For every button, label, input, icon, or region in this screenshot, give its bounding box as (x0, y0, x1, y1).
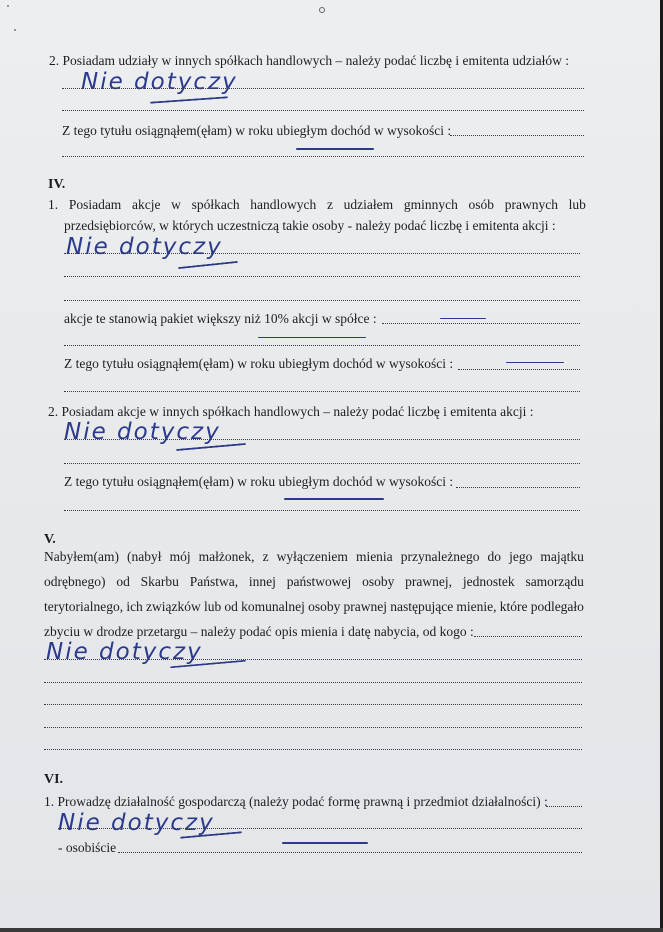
answer-dotted-line (62, 88, 584, 89)
section-vi-heading: VI. (44, 772, 64, 787)
income-dotted-line (456, 487, 580, 488)
answer-handwriting: Nie dotyczy (66, 234, 223, 260)
section-v-line2: odrębnego) od Skarbu Państwa, innej państwowej osoby prawnej, jednostek samorządu (44, 574, 584, 589)
answer-handwriting: Nie dotyczy (81, 69, 238, 95)
section-v-line4: zbyciu w drodze przetargu – należy podać opis mienia i datę nabycia, od kogo : (44, 624, 474, 639)
answer-dotted-line (64, 345, 580, 346)
section-v-line3: terytorialnego, ich związków lub od komunalnej osoby prawnej następujące mienie, które podlegało (44, 599, 584, 614)
section-iv-heading: IV. (48, 177, 66, 192)
section-v-line1: Nabyłem(am) (nabył mój małżonek, z wyłączeniem mienia przynależnego do jego majątku (44, 549, 584, 564)
answer-dotted-line (58, 828, 582, 829)
answer-dotted-line (64, 276, 580, 277)
section-iv-q2-text: 2. Posiadam akcje w innych spółkach handlowych – należy podać liczbę i emitenta akcji : (48, 404, 534, 419)
answer-dotted-line (118, 852, 582, 853)
osobiscie-label: - osobiście (58, 840, 117, 855)
page-mark (319, 7, 325, 13)
pakiet-label: akcje te stanowią pakiet większy niż 10% akcji w spółce : (64, 311, 377, 326)
answer-dotted-line (64, 510, 580, 511)
section-vi-q1-text: 1. Prowadzę działalność gospodarczą (należy podać formę prawną i przedmiot działalności) : (44, 794, 548, 809)
answer-dotted-line (62, 156, 584, 157)
answer-dotted-line (64, 439, 580, 440)
answer-dotted-line (64, 391, 580, 392)
answer-dotted-line (44, 682, 582, 683)
section-v-heading: V. (44, 532, 56, 547)
handwritten-dash (258, 337, 366, 338)
handwritten-underline (150, 96, 228, 103)
answer-dotted-line (64, 300, 580, 301)
answer-dotted-line (44, 727, 582, 728)
answer-handwriting: Nie dotyczy (64, 419, 221, 445)
income-label: Z tego tytułu osiągnąłem(ęłam) w roku ubiegłym dochód w wysokości : (64, 474, 454, 489)
answer-dotted-line (44, 749, 582, 750)
income-label: Z tego tytułu osiągnąłem(ęłam) w roku ubiegłym dochód w wysokości : (64, 356, 454, 371)
income-label: Z tego tytułu osiągnąłem(ęłam) w roku ubiegłym dochód w wysokości : (62, 123, 452, 138)
answer-dotted-line (64, 463, 580, 464)
handwritten-underline (178, 261, 238, 269)
handwritten-dash (282, 842, 368, 844)
handwritten-dash (296, 148, 374, 150)
answer-dotted-line (62, 110, 584, 111)
handwritten-dash (284, 498, 384, 500)
answer-handwriting: Nie dotyczy (58, 810, 215, 836)
handwritten-dash (440, 318, 486, 319)
scan-speck (7, 5, 9, 7)
shares-question: 2. Posiadam udziały w innych spółkach handlowych – należy podać liczbę i emitenta udziałów : (49, 53, 569, 68)
section-iv-q1-line2: przedsiębiorców, w których uczestniczą takie osoby - należy podać liczbę i emitenta akcji : (64, 218, 556, 233)
answer-dotted-line (546, 806, 582, 807)
answer-dotted-line (474, 636, 582, 637)
pakiet-dotted-line (382, 323, 580, 324)
answer-dotted-line (44, 659, 582, 660)
scan-speck (14, 29, 16, 31)
answer-dotted-line (64, 253, 580, 254)
income-dotted-line (458, 369, 580, 370)
income-dotted-line (450, 135, 584, 136)
answer-dotted-line (44, 704, 582, 705)
section-iv-q1-line1: 1. Posiadam akcje w spółkach handlowych z udziałem gminnych osób prawnych lub (48, 197, 586, 212)
handwritten-dash (506, 362, 564, 363)
scan-edge (0, 928, 663, 932)
answer-handwriting: Nie dotyczy (46, 639, 203, 665)
